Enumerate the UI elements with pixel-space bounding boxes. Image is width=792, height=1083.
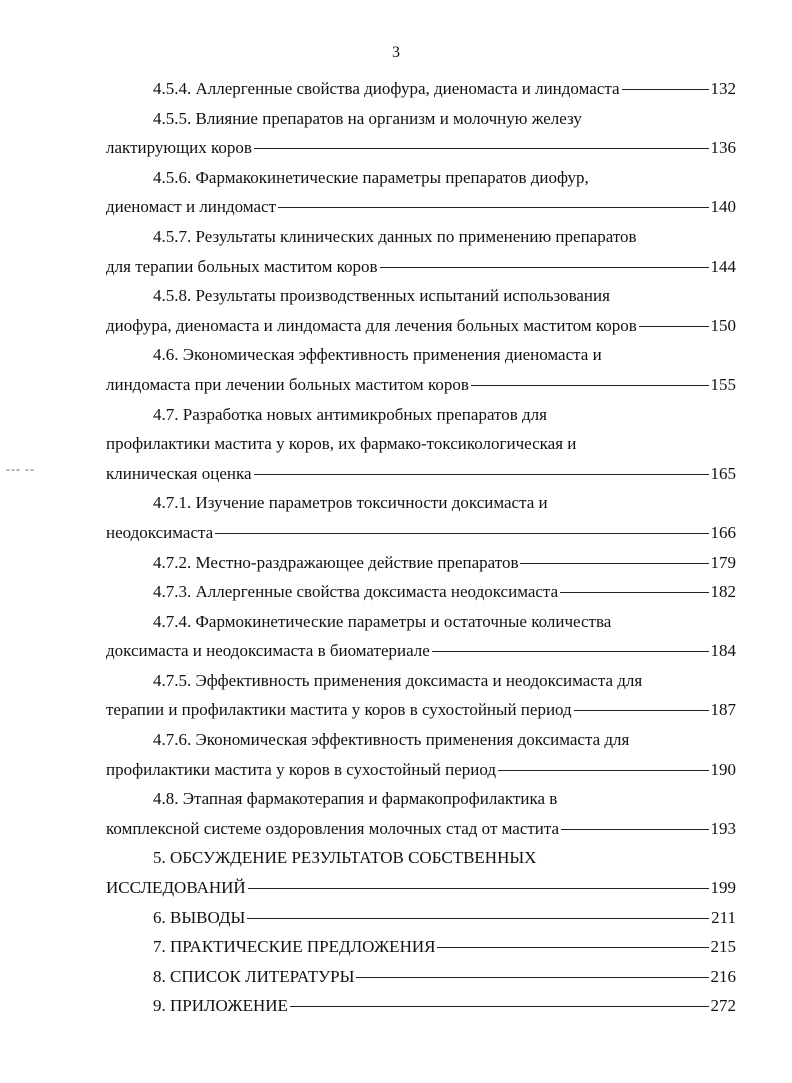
leader-line: [622, 89, 709, 90]
toc-entry-title: 4.5.8. Результаты производственных испытаний использования: [153, 286, 610, 306]
toc-entry-4-7-1: [106, 488, 736, 547]
leader-line: [356, 977, 708, 978]
toc-page-number: 165: [710, 463, 736, 483]
toc-entry-4-6: [106, 340, 736, 399]
toc-entry-7: [106, 932, 736, 962]
toc-entry-title: 4.7.6. Экономическая эффективность применения доксимаста для: [153, 730, 630, 750]
toc-page-number: 211: [711, 907, 736, 927]
leader-line: [560, 592, 708, 593]
leader-line: [248, 888, 709, 889]
toc-entry-4-7: [106, 400, 736, 489]
toc-entry-title-cont: комплексной системе оздоровления молочных стад от мастита: [106, 818, 560, 838]
toc-page-number: 215: [710, 937, 736, 957]
leader-line: [290, 1006, 709, 1007]
page-number: 3: [392, 44, 400, 61]
leader-line: [561, 829, 708, 830]
leader-line: [247, 918, 709, 919]
toc-page-number: 179: [710, 552, 736, 572]
toc-entry-4-5-5: [106, 104, 736, 163]
toc-entry-4-5-8: [106, 281, 736, 340]
toc-entry-title: 8. СПИСОК ЛИТЕРАТУРЫ: [153, 966, 355, 986]
toc-entry-title: 4.7.4. Фармокинетические параметры и остаточные количества: [153, 611, 612, 631]
toc-page-number: 136: [710, 138, 736, 158]
toc-entry-6: [106, 903, 736, 933]
leader-line: [498, 770, 708, 771]
toc-entry-title-cont: профилактики мастита у коров, их фармако-токсикологическая и: [106, 434, 577, 454]
leader-line: [471, 385, 709, 386]
leader-line: [432, 651, 709, 652]
toc-entry-title-cont: лактирующих коров: [106, 138, 252, 158]
leader-line: [520, 563, 708, 564]
toc-entry-4-7-3: [106, 577, 736, 607]
toc-entry-title: 5. ОБСУЖДЕНИЕ РЕЗУЛЬТАТОВ СОБСТВЕННЫХ: [153, 848, 537, 868]
leader-line: [639, 326, 709, 327]
toc-page-number: 182: [710, 582, 736, 602]
toc-entry-8: [106, 962, 736, 992]
toc-page-number: 199: [710, 878, 736, 898]
toc-page-number: 216: [710, 966, 736, 986]
table-of-contents: [106, 74, 736, 1021]
toc-entry-title: 4.7.1. Изучение параметров токсичности доксимаста и: [153, 493, 548, 513]
toc-entry-title: 4.7. Разработка новых антимикробных препаратов для: [153, 404, 547, 424]
toc-entry-4-5-6: [106, 163, 736, 222]
leader-line: [437, 947, 708, 948]
toc-page-number: 187: [710, 700, 736, 720]
leader-line: [254, 474, 709, 475]
leader-line: [278, 207, 709, 208]
toc-entry-title: 7. ПРАКТИЧЕСКИЕ ПРЕДЛОЖЕНИЯ: [153, 937, 436, 957]
toc-entry-title: 4.7.2. Местно-раздражающее действие препаратов: [153, 552, 519, 572]
toc-page-number: 166: [710, 522, 736, 542]
toc-page-number: 150: [710, 315, 736, 335]
toc-entry-title-cont: доксимаста и неодоксимаста в биоматериале: [106, 641, 430, 661]
toc-entry-title: 6. ВЫВОДЫ: [153, 907, 246, 927]
toc-entry-title-cont: неодоксимаста: [106, 522, 214, 542]
leader-line: [215, 533, 708, 534]
toc-entry-title: 4.5.5. Влияние препаратов на организм и молочную железу: [153, 108, 582, 128]
toc-entry-title: 4.6. Экономическая эффективность применения диеномаста и: [153, 345, 602, 365]
toc-page-number: 155: [710, 374, 736, 394]
leader-line: [574, 710, 709, 711]
toc-page-number: 132: [710, 79, 736, 98]
toc-entry-title-cont: линдомаста при лечении больных маститом коров: [106, 374, 469, 394]
toc-entry-title: 4.5.7. Результаты клинических данных по применению препаратов: [153, 226, 637, 246]
margin-mark: --- --: [6, 462, 35, 476]
toc-entry-4-7-4: [106, 607, 736, 666]
toc-entry-title-cont: клиническая оценка: [106, 463, 252, 483]
toc-entry-title-cont: ИССЛЕДОВАНИЙ: [106, 878, 246, 898]
toc-entry-title: 4.5.4. Аллергенные свойства диофура, диеномаста и линдомаста: [153, 79, 620, 98]
leader-line: [380, 267, 709, 268]
toc-page-number: 184: [710, 641, 736, 661]
toc-entry-title-cont: для терапии больных маститом коров: [106, 256, 378, 276]
toc-entry-4-5-4: [106, 74, 736, 104]
toc-entry-title: 4.7.5. Эффективность применения доксимаста и неодоксимаста для: [153, 670, 643, 690]
leader-line: [254, 148, 709, 149]
toc-entry-title: 4.7.3. Аллергенные свойства доксимаста неодоксимаста: [153, 582, 559, 602]
toc-entry-4-7-2: [106, 548, 736, 578]
toc-entry-4-5-7: [106, 222, 736, 281]
toc-entry-title-cont: диофура, диеномаста и линдомаста для лечения больных маститом коров: [106, 315, 637, 335]
toc-page-number: 140: [710, 197, 736, 217]
toc-entry-4-8: [106, 784, 736, 843]
toc-entry-title-cont: профилактики мастита у коров в сухостойный период: [106, 759, 497, 779]
toc-entry-4-7-5: [106, 666, 736, 725]
toc-entry-title: 4.8. Этапная фармакотерапия и фармакопрофилактика в: [153, 789, 558, 809]
toc-entry-9: [106, 991, 736, 1021]
toc-page-number: 193: [710, 818, 736, 838]
toc-entry-title-cont: диеномаст и линдомаст: [106, 197, 276, 217]
toc-entry-4-7-6: [106, 725, 736, 784]
toc-entry-title: 9. ПРИЛОЖЕНИЕ: [153, 996, 288, 1016]
toc-page-number: 144: [710, 256, 736, 276]
toc-entry-title-cont: терапии и профилактики мастита у коров в сухостойный период: [106, 700, 572, 720]
toc-entry-5: [106, 843, 736, 902]
toc-entry-title: 4.5.6. Фармакокинетические параметры препаратов диофур,: [153, 167, 589, 187]
toc-page-number: 190: [710, 759, 736, 779]
toc-page-number: 272: [710, 996, 736, 1016]
